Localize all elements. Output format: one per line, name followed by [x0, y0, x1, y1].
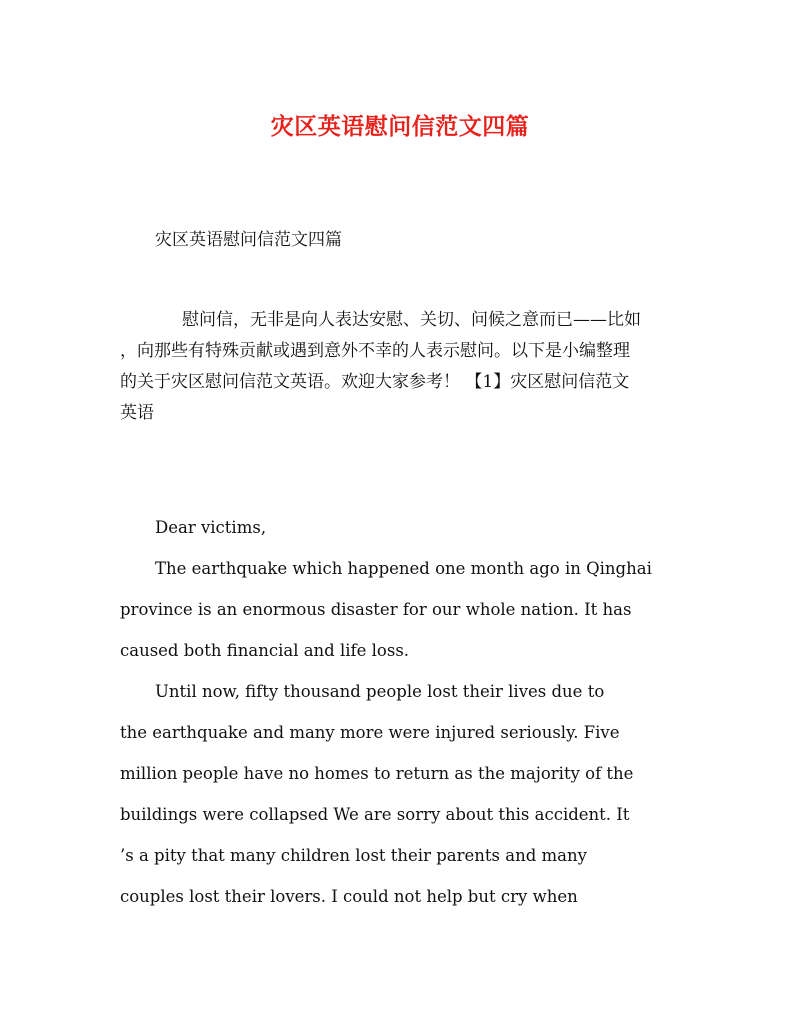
intro-line: 的关于灾区慰问信范文英语。欢迎大家参考！ 【1】灾区慰问信范文	[120, 372, 630, 392]
letter-body	[120, 507, 690, 917]
intro-paragraph	[120, 305, 680, 429]
letter-line: ’s a pity that many children lost their parents and many	[120, 846, 587, 865]
letter-line: buildings were collapsed We are sorry about this accident. It	[120, 805, 630, 824]
document-subtitle: 灾区英语慰问信范文四篇	[155, 230, 342, 250]
letter-salutation: Dear victims,	[155, 518, 267, 537]
intro-line: 英语	[120, 403, 154, 423]
letter-line: million people have no homes to return as the majority of the	[120, 764, 634, 783]
intro-line: ，向那些有特殊贡献或遇到意外不幸的人表示慰问。以下是小编整理	[120, 341, 630, 361]
letter-line: The earthquake which happened one month ago in Qinghai	[155, 559, 652, 578]
document-title: 灾区英语慰问信范文四篇	[270, 113, 530, 140]
letter-line: province is an enormous disaster for our whole nation. It has	[120, 600, 632, 619]
letter-line: Until now, fifty thousand people lost their lives due to	[155, 682, 605, 701]
letter-line: the earthquake and many more were injured seriously. Five	[120, 723, 620, 742]
letter-line: couples lost their lovers. I could not help but cry when	[120, 887, 578, 906]
letter-line: caused both financial and life loss.	[120, 641, 410, 660]
intro-line: 慰问信，无非是向人表达安慰、关切、问候之意而已——比如	[182, 310, 641, 330]
